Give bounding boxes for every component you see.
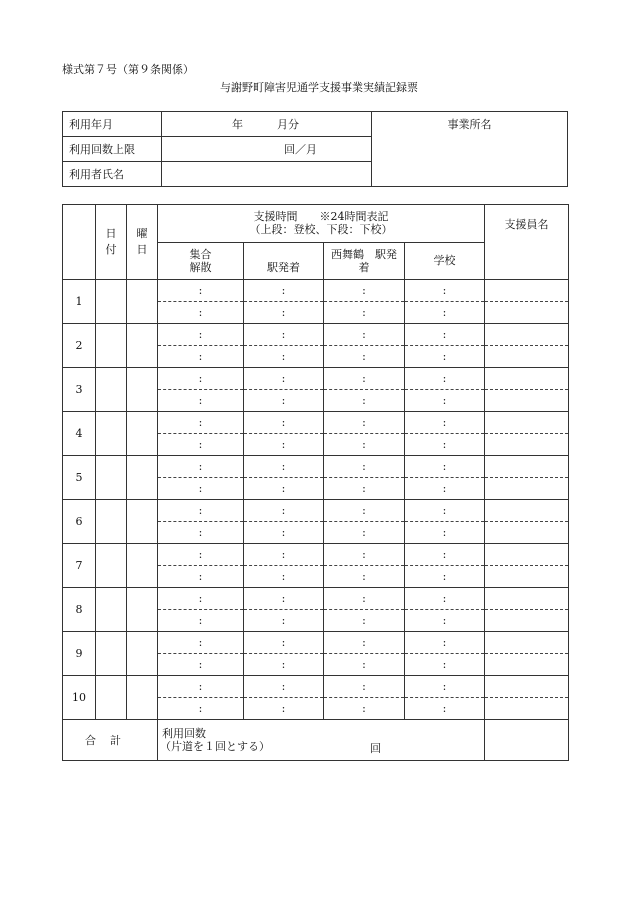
record-row-top xyxy=(63,280,569,302)
time-cell[interactable] xyxy=(158,478,244,500)
row-number: 1 xyxy=(63,280,96,324)
time-colon: : xyxy=(362,680,366,693)
time-colon: : xyxy=(281,526,286,539)
time-colon: : xyxy=(442,658,447,671)
time-colon: : xyxy=(442,350,447,363)
time-colon: : xyxy=(362,592,366,605)
time-cell[interactable] xyxy=(324,654,405,676)
time-subheader-2 xyxy=(244,242,324,280)
time-cell[interactable] xyxy=(324,324,405,346)
time-cell[interactable] xyxy=(324,632,405,654)
record-row-top xyxy=(63,500,569,522)
time-cell[interactable] xyxy=(324,434,405,456)
staff-cell[interactable] xyxy=(485,654,569,676)
staff-cell[interactable] xyxy=(485,346,569,368)
time-cell[interactable] xyxy=(405,698,485,720)
time-colon: : xyxy=(362,438,366,451)
time-colon: : xyxy=(442,570,447,583)
usage-count-unit: 回 xyxy=(370,742,381,755)
date-cell[interactable] xyxy=(96,544,127,588)
time-colon: : xyxy=(362,636,366,649)
time-colon: : xyxy=(362,284,366,297)
time-cell[interactable] xyxy=(324,280,405,302)
time-cell[interactable] xyxy=(405,434,485,456)
support-time-title: 支援時間 ※24時間表記 xyxy=(253,210,389,224)
time-subheader-line: 集合 xyxy=(189,247,212,261)
limit-unit: 回／月 xyxy=(284,143,317,156)
staff-header: 支援員名 xyxy=(485,205,569,280)
time-colon: : xyxy=(362,548,366,561)
total-staff-cell xyxy=(485,720,569,761)
staff-cell[interactable] xyxy=(485,434,569,456)
record-row-top xyxy=(63,632,569,654)
day-cell[interactable] xyxy=(127,280,158,324)
time-cell[interactable] xyxy=(244,434,324,456)
time-subheader-line: 西舞鶴 駅発 xyxy=(331,247,397,261)
record-row-top xyxy=(63,544,569,566)
time-colon: : xyxy=(442,306,447,319)
time-cell[interactable] xyxy=(244,544,324,566)
row-number: 3 xyxy=(63,368,96,412)
time-colon: : xyxy=(281,394,286,407)
time-colon: : xyxy=(198,284,203,297)
day-header xyxy=(127,205,158,280)
time-colon: : xyxy=(362,460,366,473)
time-colon: : xyxy=(362,416,366,429)
row-number: 8 xyxy=(63,588,96,632)
row-number: 10 xyxy=(63,676,96,720)
time-cell[interactable] xyxy=(158,654,244,676)
time-colon: : xyxy=(281,438,286,451)
time-colon: : xyxy=(198,702,203,715)
time-cell[interactable] xyxy=(405,390,485,412)
time-cell[interactable] xyxy=(405,654,485,676)
date-cell[interactable] xyxy=(96,324,127,368)
time-colon: : xyxy=(362,394,366,407)
time-colon: : xyxy=(362,372,366,385)
time-colon: : xyxy=(442,416,447,429)
time-colon: : xyxy=(442,702,447,715)
time-cell[interactable] xyxy=(158,522,244,544)
time-colon: : xyxy=(198,504,203,517)
record-row-top xyxy=(63,324,569,346)
time-colon: : xyxy=(198,636,203,649)
time-cell[interactable] xyxy=(324,456,405,478)
row-number: 6 xyxy=(63,500,96,544)
time-cell[interactable] xyxy=(158,544,244,566)
time-cell[interactable] xyxy=(244,632,324,654)
day-cell[interactable] xyxy=(127,632,158,676)
business-name-field[interactable] xyxy=(372,112,568,187)
time-colon: : xyxy=(281,614,286,627)
time-colon: : xyxy=(198,592,203,605)
record-row-top xyxy=(63,412,569,434)
staff-cell[interactable] xyxy=(485,390,569,412)
time-colon: : xyxy=(362,350,366,363)
time-subheader-line: 着 xyxy=(358,260,370,274)
month-label: 利用年月 xyxy=(63,112,162,137)
time-cell[interactable] xyxy=(244,302,324,324)
time-colon: : xyxy=(198,526,203,539)
time-cell[interactable] xyxy=(405,478,485,500)
time-cell[interactable] xyxy=(158,610,244,632)
date-cell[interactable] xyxy=(96,456,127,500)
time-cell[interactable] xyxy=(324,390,405,412)
support-time-note: （上段：登校、下段：下校） xyxy=(249,223,393,237)
time-colon: : xyxy=(362,702,366,715)
date-cell[interactable] xyxy=(96,632,127,676)
time-cell[interactable] xyxy=(324,500,405,522)
time-cell[interactable] xyxy=(158,500,244,522)
time-cell[interactable] xyxy=(324,698,405,720)
time-cell[interactable] xyxy=(244,588,324,610)
time-colon: : xyxy=(442,592,447,605)
time-cell[interactable] xyxy=(324,522,405,544)
time-colon: : xyxy=(362,658,366,671)
time-colon: : xyxy=(198,372,203,385)
time-colon: : xyxy=(198,680,203,693)
time-cell[interactable] xyxy=(244,412,324,434)
time-cell[interactable] xyxy=(405,500,485,522)
time-subheader-line: 解散 xyxy=(189,260,212,274)
total-row xyxy=(63,720,569,761)
time-colon: : xyxy=(442,636,447,649)
row-number: 7 xyxy=(63,544,96,588)
time-colon: : xyxy=(198,438,203,451)
date-cell[interactable] xyxy=(96,588,127,632)
date-cell[interactable] xyxy=(96,280,127,324)
time-colon: : xyxy=(198,306,203,319)
time-cell[interactable] xyxy=(405,280,485,302)
row-number: 5 xyxy=(63,456,96,500)
time-subheader-line: 学校 xyxy=(433,254,456,268)
time-colon: : xyxy=(281,570,286,583)
time-colon: : xyxy=(442,284,447,297)
row-number: 4 xyxy=(63,412,96,456)
staff-cell[interactable] xyxy=(485,456,569,478)
record-row-top xyxy=(63,456,569,478)
record-row-top xyxy=(63,588,569,610)
time-cell[interactable] xyxy=(158,346,244,368)
date-cell[interactable] xyxy=(96,676,127,720)
staff-cell[interactable] xyxy=(485,698,569,720)
staff-cell[interactable] xyxy=(485,500,569,522)
usage-count-field[interactable] xyxy=(158,720,485,761)
time-colon: : xyxy=(362,526,366,539)
time-cell[interactable] xyxy=(405,412,485,434)
time-colon: : xyxy=(362,482,366,495)
time-colon: : xyxy=(198,614,203,627)
time-colon: : xyxy=(442,526,447,539)
time-colon: : xyxy=(281,702,286,715)
limit-field[interactable] xyxy=(162,137,372,162)
day-cell[interactable] xyxy=(127,324,158,368)
time-cell[interactable] xyxy=(158,676,244,698)
time-cell[interactable] xyxy=(244,390,324,412)
time-cell[interactable] xyxy=(405,610,485,632)
day-cell[interactable] xyxy=(127,456,158,500)
time-colon: : xyxy=(198,394,203,407)
time-cell[interactable] xyxy=(244,324,324,346)
time-subheader-4 xyxy=(405,242,485,280)
time-colon: : xyxy=(442,438,447,451)
limit-label: 利用回数上限 xyxy=(63,137,162,162)
time-cell[interactable] xyxy=(244,456,324,478)
time-colon: : xyxy=(442,680,447,693)
time-cell[interactable] xyxy=(244,676,324,698)
time-cell[interactable] xyxy=(324,610,405,632)
staff-cell[interactable] xyxy=(485,566,569,588)
record-row-top xyxy=(63,368,569,390)
time-subheader-3 xyxy=(324,242,405,280)
time-colon: : xyxy=(281,284,286,297)
date-cell[interactable] xyxy=(96,500,127,544)
day-cell[interactable] xyxy=(127,544,158,588)
time-colon: : xyxy=(198,350,203,363)
day-cell[interactable] xyxy=(127,368,158,412)
time-cell[interactable] xyxy=(324,478,405,500)
time-colon: : xyxy=(362,614,366,627)
year-unit: 年 xyxy=(232,118,243,131)
time-cell[interactable] xyxy=(324,346,405,368)
time-cell[interactable] xyxy=(244,698,324,720)
time-cell[interactable] xyxy=(158,434,244,456)
time-colon: : xyxy=(281,636,286,649)
time-cell[interactable] xyxy=(244,522,324,544)
month-field[interactable] xyxy=(162,112,372,137)
staff-cell[interactable] xyxy=(485,632,569,654)
time-cell[interactable] xyxy=(158,456,244,478)
business-label: 事業所名 xyxy=(447,118,492,131)
form-number: 様式第７号（第９条関係） xyxy=(62,63,194,76)
time-colon: : xyxy=(198,548,203,561)
time-cell[interactable] xyxy=(405,324,485,346)
time-colon: : xyxy=(362,306,366,319)
time-colon: : xyxy=(442,394,447,407)
time-colon: : xyxy=(442,482,447,495)
time-subheader-line: 駅発着 xyxy=(267,261,300,275)
time-cell[interactable] xyxy=(405,456,485,478)
time-colon: : xyxy=(281,460,286,473)
time-colon: : xyxy=(442,328,447,341)
time-colon: : xyxy=(281,350,286,363)
time-cell[interactable] xyxy=(405,544,485,566)
time-cell[interactable] xyxy=(324,544,405,566)
time-colon: : xyxy=(362,570,366,583)
time-cell[interactable] xyxy=(405,632,485,654)
date-header-char: 日 xyxy=(105,227,117,240)
time-colon: : xyxy=(442,372,447,385)
time-cell[interactable] xyxy=(244,610,324,632)
time-subheader-1 xyxy=(158,242,244,280)
time-cell[interactable] xyxy=(158,390,244,412)
usage-count-label: 利用回数 xyxy=(162,727,206,740)
time-colon: : xyxy=(442,460,447,473)
time-cell[interactable] xyxy=(158,368,244,390)
time-colon: : xyxy=(281,416,286,429)
time-colon: : xyxy=(198,416,203,429)
staff-cell[interactable] xyxy=(485,280,569,302)
day-header-char: 日 xyxy=(136,243,148,256)
time-colon: : xyxy=(281,680,286,693)
day-cell[interactable] xyxy=(127,412,158,456)
record-table xyxy=(62,204,569,761)
time-colon: : xyxy=(281,592,286,605)
time-colon: : xyxy=(281,306,286,319)
day-cell[interactable] xyxy=(127,588,158,632)
staff-cell[interactable] xyxy=(485,588,569,610)
time-colon: : xyxy=(362,328,366,341)
row-number: 2 xyxy=(63,324,96,368)
time-colon: : xyxy=(281,328,286,341)
time-cell[interactable] xyxy=(158,280,244,302)
time-colon: : xyxy=(442,614,447,627)
record-row-top xyxy=(63,676,569,698)
time-colon: : xyxy=(198,328,203,341)
time-cell[interactable] xyxy=(324,566,405,588)
date-header-char: 付 xyxy=(105,243,117,256)
total-label xyxy=(63,720,158,761)
time-cell[interactable] xyxy=(405,588,485,610)
time-colon: : xyxy=(198,658,203,671)
time-cell[interactable] xyxy=(324,588,405,610)
time-colon: : xyxy=(281,482,286,495)
corner-cell xyxy=(63,205,96,280)
date-header xyxy=(96,205,127,280)
staff-cell[interactable] xyxy=(485,478,569,500)
time-cell[interactable] xyxy=(158,698,244,720)
time-colon: : xyxy=(442,548,447,561)
time-cell[interactable] xyxy=(405,566,485,588)
staff-cell[interactable] xyxy=(485,412,569,434)
time-cell[interactable] xyxy=(324,676,405,698)
time-cell[interactable] xyxy=(244,566,324,588)
user-label: 利用者氏名 xyxy=(63,162,162,187)
time-cell[interactable] xyxy=(244,478,324,500)
day-cell[interactable] xyxy=(127,500,158,544)
time-colon: : xyxy=(198,482,203,495)
time-cell[interactable] xyxy=(158,588,244,610)
date-cell[interactable] xyxy=(96,368,127,412)
time-colon: : xyxy=(198,460,203,473)
time-cell[interactable] xyxy=(158,324,244,346)
time-colon: : xyxy=(362,504,366,517)
user-name-field[interactable] xyxy=(162,162,372,187)
time-cell[interactable] xyxy=(324,302,405,324)
time-cell[interactable] xyxy=(244,346,324,368)
day-cell[interactable] xyxy=(127,676,158,720)
time-cell[interactable] xyxy=(244,500,324,522)
staff-cell[interactable] xyxy=(485,522,569,544)
month-unit: 月分 xyxy=(277,118,299,131)
time-cell[interactable] xyxy=(158,412,244,434)
time-cell[interactable] xyxy=(405,368,485,390)
info-table xyxy=(62,111,568,187)
time-cell[interactable] xyxy=(244,368,324,390)
staff-cell[interactable] xyxy=(485,302,569,324)
time-colon: : xyxy=(281,504,286,517)
time-cell[interactable] xyxy=(324,368,405,390)
staff-cell[interactable] xyxy=(485,676,569,698)
time-cell[interactable] xyxy=(158,632,244,654)
row-number: 9 xyxy=(63,632,96,676)
day-header-char: 曜 xyxy=(136,227,148,240)
time-cell[interactable] xyxy=(405,302,485,324)
time-colon: : xyxy=(281,372,286,385)
time-cell[interactable] xyxy=(405,522,485,544)
staff-cell[interactable] xyxy=(485,368,569,390)
usage-count-note: （片道を１回とする） xyxy=(160,740,270,753)
staff-cell[interactable] xyxy=(485,544,569,566)
staff-cell[interactable] xyxy=(485,324,569,346)
time-colon: : xyxy=(198,570,203,583)
total-label-text: 合計 xyxy=(85,733,135,747)
time-cell[interactable] xyxy=(244,280,324,302)
time-cell[interactable] xyxy=(324,412,405,434)
time-cell[interactable] xyxy=(244,654,324,676)
time-cell[interactable] xyxy=(158,302,244,324)
time-cell[interactable] xyxy=(405,676,485,698)
support-time-header xyxy=(158,205,485,243)
date-cell[interactable] xyxy=(96,412,127,456)
time-colon: : xyxy=(281,548,286,561)
document-title: 与謝野町障害児通学支援事業実績記録票 xyxy=(220,81,418,94)
staff-cell[interactable] xyxy=(485,610,569,632)
time-colon: : xyxy=(281,658,286,671)
time-colon: : xyxy=(442,504,447,517)
time-cell[interactable] xyxy=(405,346,485,368)
time-cell[interactable] xyxy=(158,566,244,588)
